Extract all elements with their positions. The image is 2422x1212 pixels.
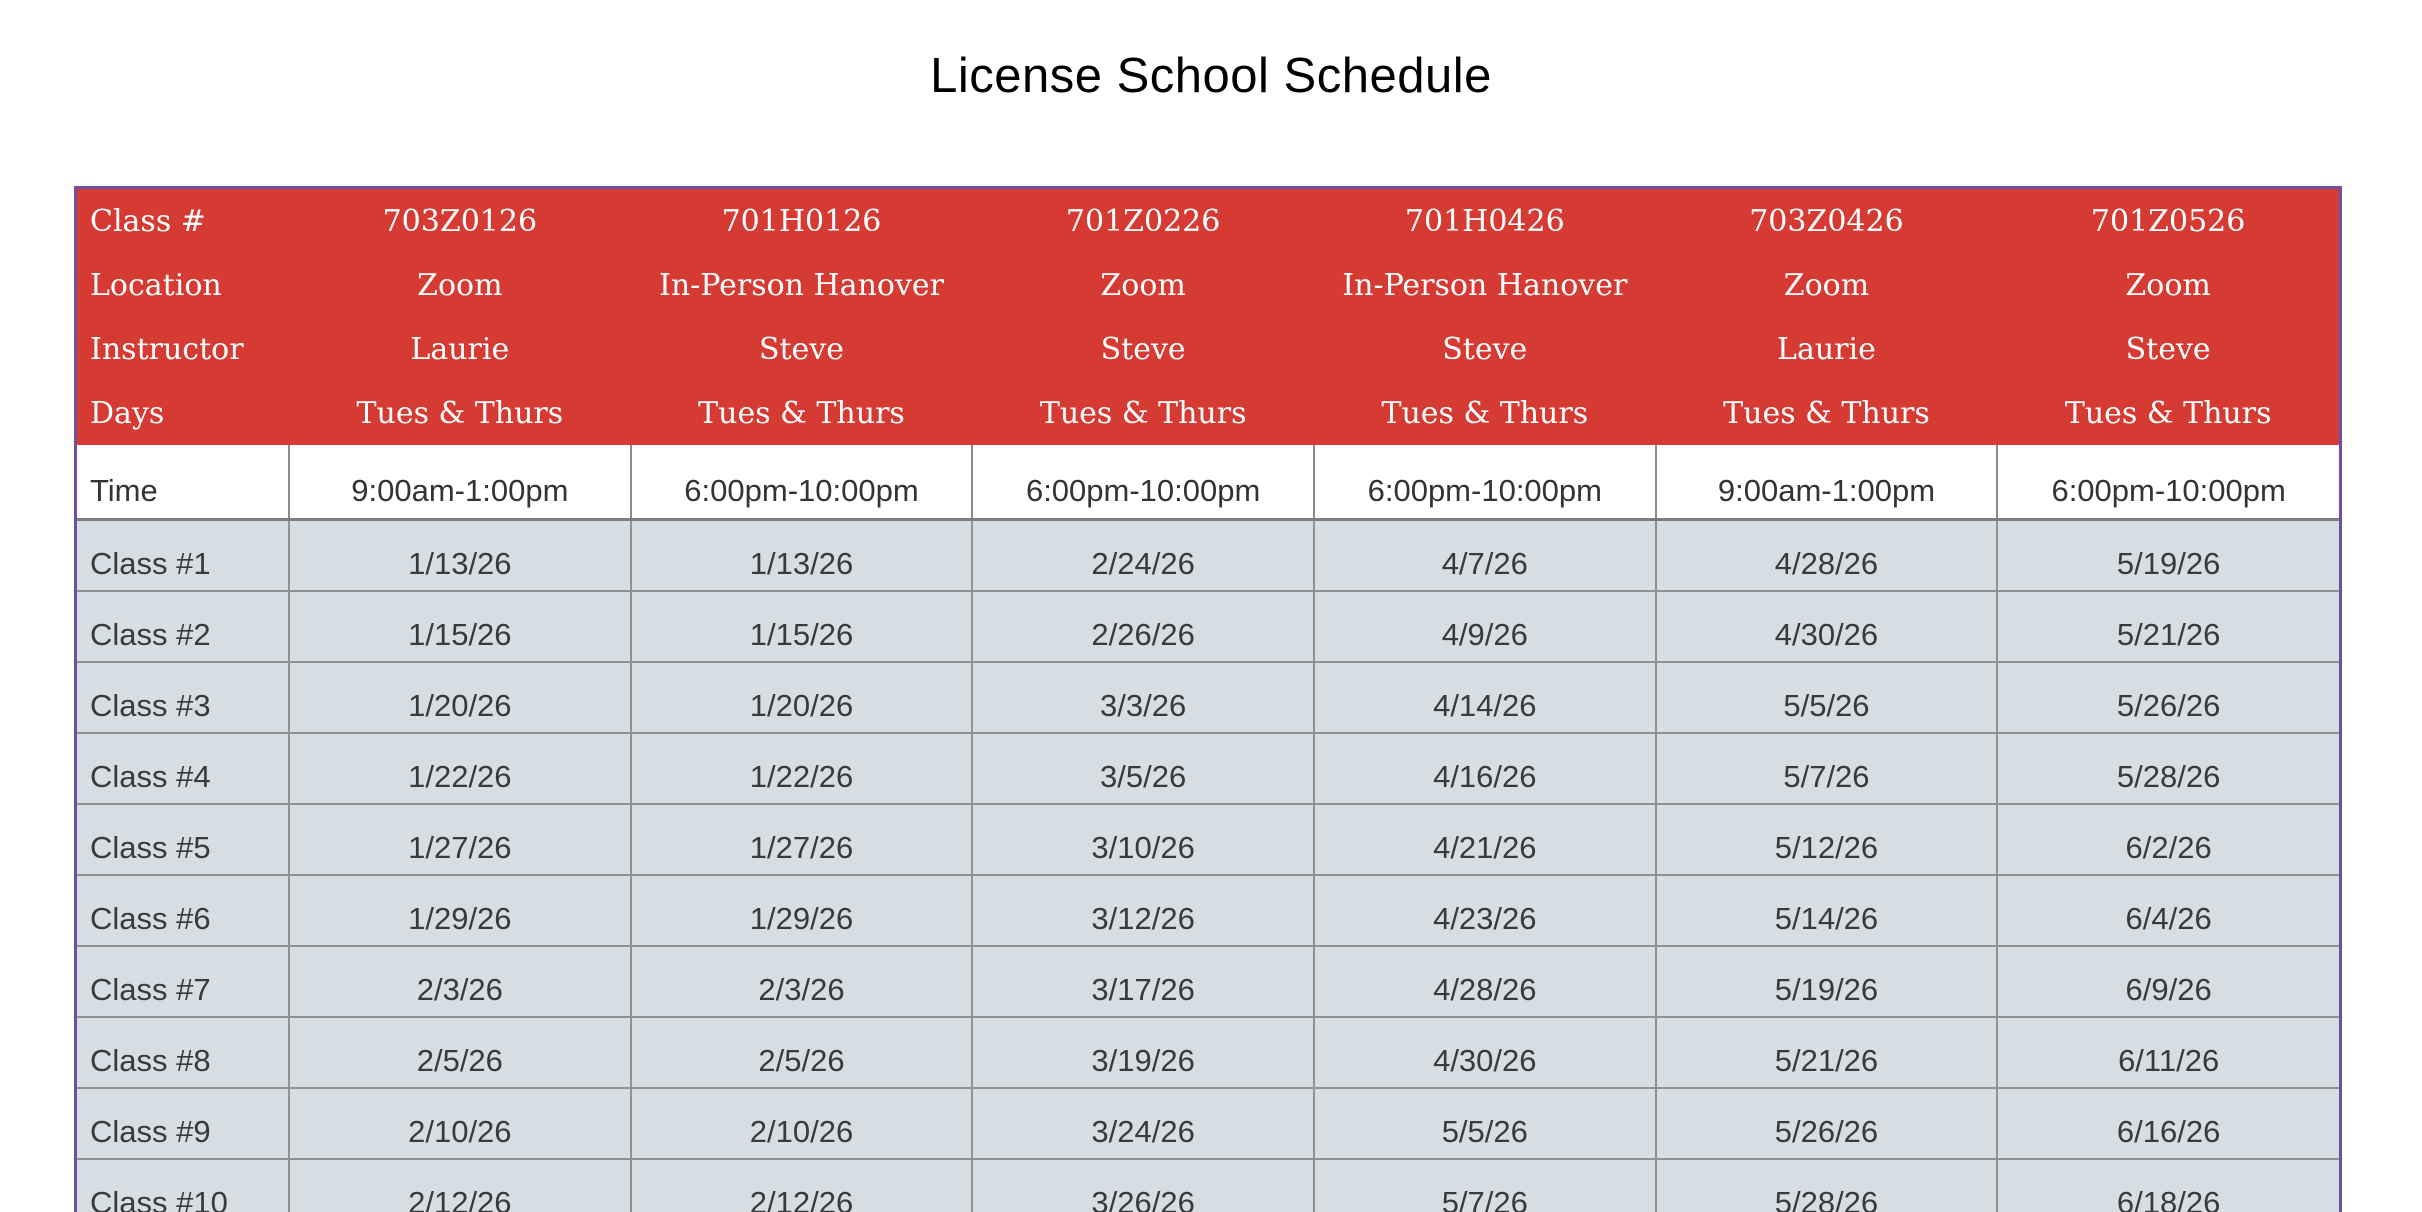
- page-title: License School Schedule: [930, 49, 1492, 103]
- header-cell: 701H0426: [1314, 189, 1656, 253]
- date-cell: 5/26/26: [1997, 662, 2339, 733]
- class-row-label: Class #9: [77, 1088, 289, 1159]
- date-cell: 1/29/26: [289, 875, 631, 946]
- header-cell: Laurie: [289, 317, 631, 381]
- date-cell: 2/12/26: [289, 1159, 631, 1212]
- schedule-table: [77, 189, 2339, 1212]
- header-cell: Steve: [1997, 317, 2339, 381]
- header-cell: Tues & Thurs: [1656, 381, 1998, 445]
- date-cell: 1/22/26: [631, 733, 973, 804]
- date-cell: 4/30/26: [1656, 591, 1998, 662]
- date-cell: 5/5/26: [1314, 1088, 1656, 1159]
- class-row: [77, 733, 2339, 804]
- date-cell: 6/11/26: [1997, 1017, 2339, 1088]
- header-row-label: Instructor: [77, 317, 289, 381]
- date-cell: 3/24/26: [972, 1088, 1314, 1159]
- date-cell: 4/14/26: [1314, 662, 1656, 733]
- header-cell: Zoom: [1656, 253, 1998, 317]
- header-cell: Steve: [972, 317, 1314, 381]
- header-cell: 703Z0426: [1656, 189, 1998, 253]
- header-cell: In-Person Hanover: [1314, 253, 1656, 317]
- class-row: [77, 804, 2339, 875]
- class-row-label: Class #1: [77, 520, 289, 592]
- date-cell: 6/16/26: [1997, 1088, 2339, 1159]
- date-cell: 5/26/26: [1656, 1088, 1998, 1159]
- date-cell: 2/26/26: [972, 591, 1314, 662]
- date-cell: 5/12/26: [1656, 804, 1998, 875]
- date-cell: 5/28/26: [1656, 1159, 1998, 1212]
- date-cell: 2/3/26: [289, 946, 631, 1017]
- date-cell: 2/10/26: [289, 1088, 631, 1159]
- time-cell: 6:00pm-10:00pm: [631, 445, 973, 520]
- date-cell: 4/23/26: [1314, 875, 1656, 946]
- class-row: [77, 520, 2339, 592]
- date-cell: 2/5/26: [631, 1017, 973, 1088]
- date-cell: 4/16/26: [1314, 733, 1656, 804]
- class-row-label: Class #2: [77, 591, 289, 662]
- header-cell: Zoom: [1997, 253, 2339, 317]
- date-cell: 5/7/26: [1656, 733, 1998, 804]
- date-cell: 3/12/26: [972, 875, 1314, 946]
- time-cell: 9:00am-1:00pm: [289, 445, 631, 520]
- date-cell: 5/19/26: [1656, 946, 1998, 1017]
- class-row-label: Class #6: [77, 875, 289, 946]
- time-row: [77, 445, 2339, 520]
- date-cell: 2/5/26: [289, 1017, 631, 1088]
- date-cell: 1/13/26: [289, 520, 631, 592]
- date-cell: 1/20/26: [289, 662, 631, 733]
- date-cell: 1/27/26: [289, 804, 631, 875]
- date-cell: 6/4/26: [1997, 875, 2339, 946]
- schedule-table-frame: [74, 186, 2342, 1212]
- class-row-label: Class #10: [77, 1159, 289, 1212]
- date-cell: 6/2/26: [1997, 804, 2339, 875]
- header-cell: In-Person Hanover: [631, 253, 973, 317]
- class-row: [77, 591, 2339, 662]
- date-cell: 1/27/26: [631, 804, 973, 875]
- header-cell: Tues & Thurs: [289, 381, 631, 445]
- date-cell: 4/7/26: [1314, 520, 1656, 592]
- header-row-label: Location: [77, 253, 289, 317]
- date-cell: 5/14/26: [1656, 875, 1998, 946]
- date-cell: 2/3/26: [631, 946, 973, 1017]
- header-cell: 701Z0526: [1997, 189, 2339, 253]
- header-cell: Steve: [1314, 317, 1656, 381]
- class-row-label: Class #4: [77, 733, 289, 804]
- date-cell: 2/24/26: [972, 520, 1314, 592]
- date-cell: 5/21/26: [1656, 1017, 1998, 1088]
- date-cell: 3/10/26: [972, 804, 1314, 875]
- time-cell: 6:00pm-10:00pm: [1997, 445, 2339, 520]
- class-row: [77, 946, 2339, 1017]
- class-row: [77, 1017, 2339, 1088]
- header-cell: Tues & Thurs: [1997, 381, 2339, 445]
- date-cell: 4/28/26: [1656, 520, 1998, 592]
- header-cell: Laurie: [1656, 317, 1998, 381]
- date-cell: 5/5/26: [1656, 662, 1998, 733]
- date-cell: 5/21/26: [1997, 591, 2339, 662]
- date-cell: 4/30/26: [1314, 1017, 1656, 1088]
- time-row-label: Time: [77, 445, 289, 520]
- header-row-label: Class #: [77, 189, 289, 253]
- date-cell: 3/3/26: [972, 662, 1314, 733]
- header-cell: 703Z0126: [289, 189, 631, 253]
- header-row-label: Days: [77, 381, 289, 445]
- class-row-label: Class #8: [77, 1017, 289, 1088]
- header-cell: Zoom: [289, 253, 631, 317]
- date-cell: 5/28/26: [1997, 733, 2339, 804]
- header-cell: Tues & Thurs: [972, 381, 1314, 445]
- class-row: [77, 1088, 2339, 1159]
- header-cell: 701H0126: [631, 189, 973, 253]
- header-cell: 701Z0226: [972, 189, 1314, 253]
- header-cell: Tues & Thurs: [1314, 381, 1656, 445]
- date-cell: 4/21/26: [1314, 804, 1656, 875]
- date-cell: 2/12/26: [631, 1159, 973, 1212]
- date-cell: 1/22/26: [289, 733, 631, 804]
- class-row-label: Class #5: [77, 804, 289, 875]
- class-row: [77, 1159, 2339, 1212]
- header-row: [77, 381, 2339, 445]
- date-cell: 6/9/26: [1997, 946, 2339, 1017]
- time-cell: 9:00am-1:00pm: [1656, 445, 1998, 520]
- date-cell: 2/10/26: [631, 1088, 973, 1159]
- date-cell: 5/19/26: [1997, 520, 2339, 592]
- header-cell: Tues & Thurs: [631, 381, 973, 445]
- date-cell: 4/28/26: [1314, 946, 1656, 1017]
- header-row: [77, 253, 2339, 317]
- header-cell: Zoom: [972, 253, 1314, 317]
- date-cell: 1/15/26: [631, 591, 973, 662]
- date-cell: 3/5/26: [972, 733, 1314, 804]
- class-row-label: Class #7: [77, 946, 289, 1017]
- class-row: [77, 662, 2339, 733]
- date-cell: 1/15/26: [289, 591, 631, 662]
- date-cell: 3/17/26: [972, 946, 1314, 1017]
- date-cell: 1/20/26: [631, 662, 973, 733]
- header-cell: Steve: [631, 317, 973, 381]
- date-cell: 1/13/26: [631, 520, 973, 592]
- time-cell: 6:00pm-10:00pm: [1314, 445, 1656, 520]
- time-cell: 6:00pm-10:00pm: [972, 445, 1314, 520]
- date-cell: 4/9/26: [1314, 591, 1656, 662]
- header-row: [77, 189, 2339, 253]
- date-cell: 1/29/26: [631, 875, 973, 946]
- date-cell: 5/7/26: [1314, 1159, 1656, 1212]
- header-row: [77, 317, 2339, 381]
- class-row-label: Class #3: [77, 662, 289, 733]
- date-cell: 3/19/26: [972, 1017, 1314, 1088]
- date-cell: 3/26/26: [972, 1159, 1314, 1212]
- class-row: [77, 875, 2339, 946]
- date-cell: 6/18/26: [1997, 1159, 2339, 1212]
